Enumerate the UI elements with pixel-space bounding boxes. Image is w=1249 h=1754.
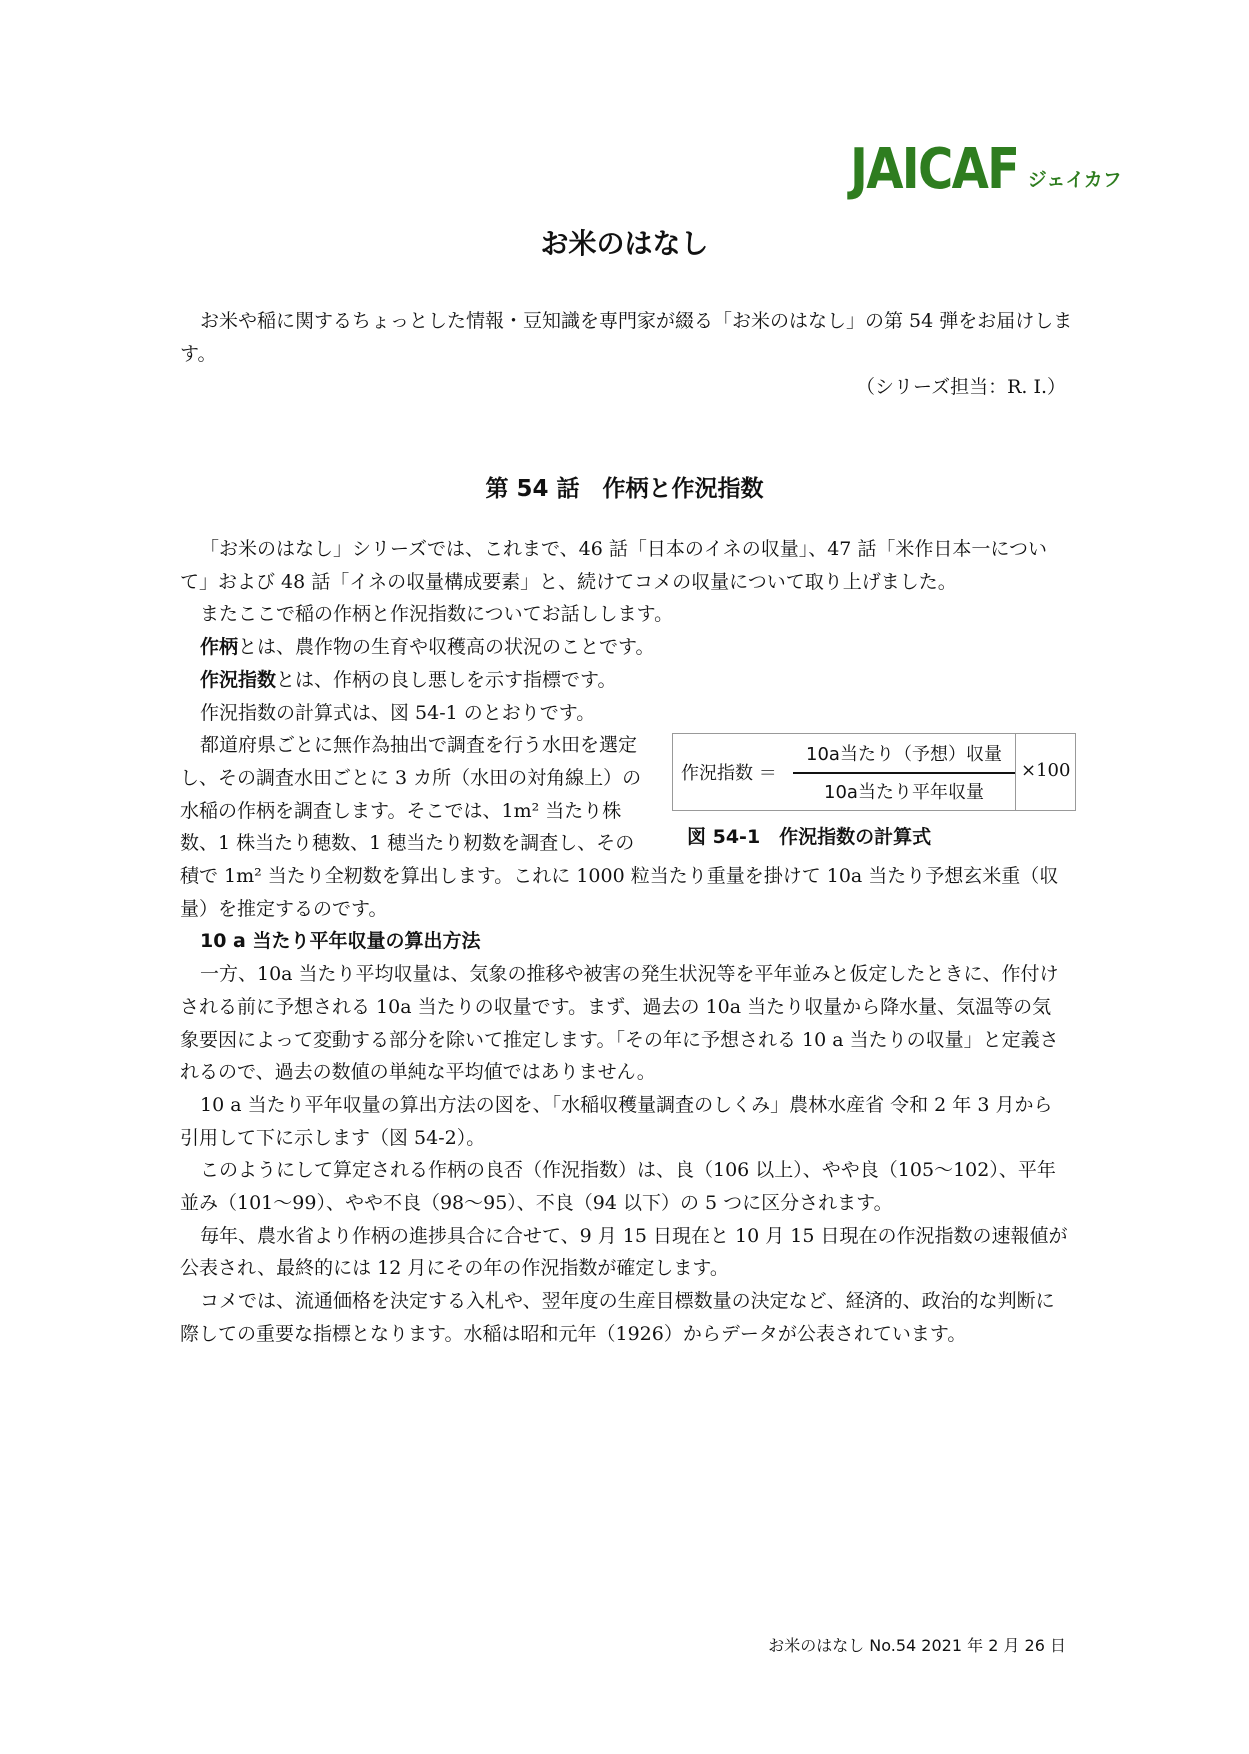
formula-multiplier: ×100 — [1021, 760, 1071, 781]
section-heading: 10 a 当たり平年収量の算出方法 — [200, 930, 481, 953]
paragraph: 一方、10a 当たり平均収量は、気象の推移や被害の発生状況等を平年並みと仮定したときに、作付けされる前に予想される 10a 当たりの収量です。まず、過去の 10a 当たり収量から降水量、気温等の気象要因によって変動する部分を除いて推定します。「その年に予想される 10 a 当たりの収量」と定義されるので、過去の数値の単純な平均値ではありません。 — [180, 963, 1059, 1084]
formula-numerator: 10a当たり（予想）収量 — [806, 744, 1002, 765]
paragraph: 都道府県ごとに無作為抽出で調査を行う水田を選定し、その調査水田ごとに 3 カ所（水田の対角線上）の水稲の作柄を調査します。そこでは、1m² 当たり株数、1 株当たり穂数、1 穂当たり籾数を調査し、その積で 1m² 当たり全籾数を算出します。これに 1000 粒当たり重量を掛けて 10a 当たり予想玄米重（収量）を推定するのです。 — [180, 734, 1059, 920]
paragraph: 「お米のはなし」シリーズでは、これまで、46 話「日本のイネの収量」、47 話「米作日本一について」および 48 話「イネの収量構成要素」と、続けてコメの収量について取り上げました。 — [180, 538, 1048, 593]
formula-label: 作況指数 ＝ — [681, 763, 777, 784]
jaicaf-logo — [850, 132, 1122, 202]
divider — [1015, 734, 1016, 810]
footer: お米のはなし No.54 2021 年 2 月 26 日 — [768, 1636, 1066, 1655]
fraction-bar — [793, 772, 1015, 774]
term-sakugara: 作柄 — [200, 636, 239, 659]
term-sakkyo-shisu: 作況指数 — [200, 668, 277, 691]
formula-box — [672, 733, 1076, 811]
intro-text: お米や稲に関するちょっとした情報・豆知識を専門家が綴る「お米のはなし」の第 54 弾をお届けします。 — [180, 310, 1073, 365]
formula-denominator: 10a当たり平年収量 — [824, 782, 984, 803]
paragraph: このようにして算定される作柄の良否（作況指数）は、良（106 以上）、やや良（105〜102）、平年並み（101〜99）、やや不良（98〜95）、不良（94 以下）の 5 つに区分されます。 — [180, 1159, 1056, 1215]
paragraph: 作況指数の計算式は、図 54-1 のとおりです。 — [200, 701, 596, 724]
logo-subtext: ジェイカフ — [1027, 169, 1122, 191]
article-body — [180, 533, 1071, 1351]
logo-text: JAICAF — [850, 137, 1019, 202]
paragraph: 10 a 当たり平年収量の算出方法の図を、「水稲収穫量調査のしくみ」農林水産省 令和 2 年 3 月から引用して下に示します（図 54-2）。 — [180, 1093, 1053, 1149]
series-credit: （シリーズ担当：R. I.） — [856, 376, 1066, 398]
chapter-title: 第 54 話 作柄と作況指数 — [485, 476, 764, 502]
figure-caption: 図 54-1 作況指数の計算式 — [687, 826, 932, 848]
paragraph: またここで稲の作柄と作況指数についてお話しします。 — [200, 603, 674, 626]
intro — [180, 305, 1080, 371]
paragraph: 毎年、農水省より作柄の進捗具合に合せて、9 月 15 日現在と 10 月 15 日現在の作況指数の速報値が公表され、最終的には 12 月にその年の作況指数が確定します。 — [180, 1224, 1068, 1280]
paragraph: 作況指数とは、作柄の良し悪しを示す指標です。 — [200, 668, 617, 691]
paragraph: 作柄とは、農作物の生育や収穫高の状況のことです。 — [200, 636, 655, 659]
page-title: お米のはなし — [540, 227, 709, 260]
paragraph: コメでは、流通価格を決定する入札や、翌年度の生産目標数量の決定など、経済的、政治的な判断に際しての重要な指標となります。水稲は昭和元年（1926）からデータが公表されています。 — [180, 1290, 1055, 1345]
